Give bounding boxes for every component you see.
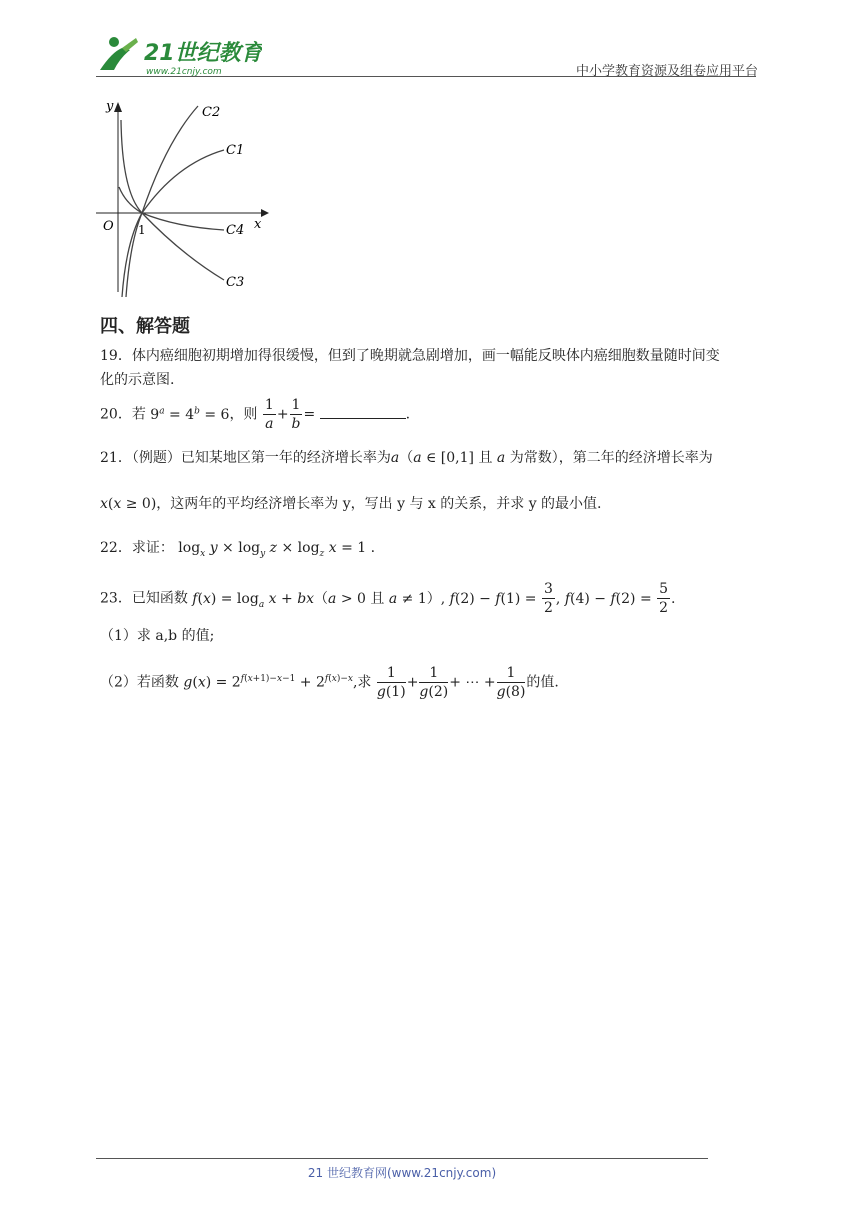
q20-frac-a: $\frac{1}{a}$: [264, 397, 274, 432]
q23-part2: （2）若函数 $g(x) = 2^{f(x+1)-x-1} + 2^{f(x)-x}$,求 $\frac{1}{g(1)}$ + $\frac{1}{g(2)}$ + ⋯ + $\frac{1}{g(8)}$ 的值.: [100, 665, 559, 700]
question-19: [100, 344, 760, 392]
q20-mid: ，则: [229, 406, 258, 423]
curve-c2: [126, 106, 198, 297]
label-c3: C3: [226, 275, 245, 290]
header-divider: [96, 76, 756, 77]
q20-frac-b: $\frac{1}{b}$: [291, 397, 301, 432]
logo-url: www.21cnjy.com: [146, 67, 222, 77]
q20-equation: $9^a = 4^b = 6$: [150, 405, 230, 423]
q21-line1b: 为常数），第二年的经济增长率为: [509, 450, 713, 466]
x-axis-label: x: [254, 217, 262, 232]
footer-link[interactable]: 21 世纪教育网(www.21cnjy.com): [307, 1166, 497, 1180]
q23-part2-prefix: （2）若函数: [100, 674, 179, 691]
q22-formula: $\log_x y \times \log_y z \times \log_z x = 1$ .: [178, 540, 376, 559]
header-platform-text: 中小学教育资源及组卷应用平台: [575, 64, 758, 79]
site-logo: [92, 30, 262, 78]
q20-blank: [320, 406, 406, 419]
question-20: 20．若 $9^a = 4^b = 6$，则 $\frac{1}{a}$ + $\frac{1}{b}$ = .: [100, 397, 411, 432]
q23-part2-suffix: 的值.: [526, 674, 559, 691]
section-title: 四、解答题: [100, 316, 190, 337]
q23-function: $f(x) = \log_a x + bx(a > 0$ 且 a ≠ 1）, f(2) − f(1) = $\frac{3}{2}$ , f(4) − f(2) = $\frac{5}{2}$ .: [192, 581, 676, 616]
question-21-line2: x(x ≥ 0)，这两年的平均经济增长率为 y，写出 y 与 x 的关系，并求 y 的最小值.: [100, 496, 602, 512]
y-axis-label: y: [106, 99, 114, 114]
logo-text: 21世纪教育: [144, 41, 262, 66]
question-21: 21．（例题）已知某地区第一年的经济增长率为a（a ∈ [0,1] 且 a 为常数），第二年的经济增长率为: [100, 450, 713, 466]
q20-suffix: .: [405, 406, 411, 423]
q23-prefix: 23．已知函数: [100, 590, 188, 607]
label-c1: C1: [226, 143, 245, 158]
q19-line2: 化的示意图.: [100, 372, 175, 388]
question-22: [100, 536, 760, 566]
label-c2: C2: [202, 105, 221, 120]
q21-line1a: 21．（例题）已知某地区第一年的经济增长率为: [100, 450, 391, 466]
q23-part2-mid: ,求: [352, 674, 372, 691]
curve-c1: [122, 150, 224, 297]
q20-prefix: 20．若: [100, 406, 146, 423]
question-23: [100, 580, 760, 617]
q23-part1: （1）求 a,b 的值;: [100, 628, 215, 644]
label-c4: C4: [226, 223, 245, 238]
q21-line2: ，这两年的平均经济增长率为 y，写出 y 与 x 的关系，并求 y 的最小值.: [156, 496, 602, 512]
origin-label: O: [103, 219, 114, 234]
q22-prefix: 22．求证：: [100, 540, 174, 556]
log-curves-graph: [86, 92, 286, 302]
q19-line1: 19．体内癌细胞初期增加得很缓慢，但到了晚期就急剧增加，画一幅能反映体内癌细胞数量随时间变: [100, 348, 720, 364]
tick-one-label: 1: [138, 223, 146, 237]
footer-divider: [96, 1158, 708, 1159]
